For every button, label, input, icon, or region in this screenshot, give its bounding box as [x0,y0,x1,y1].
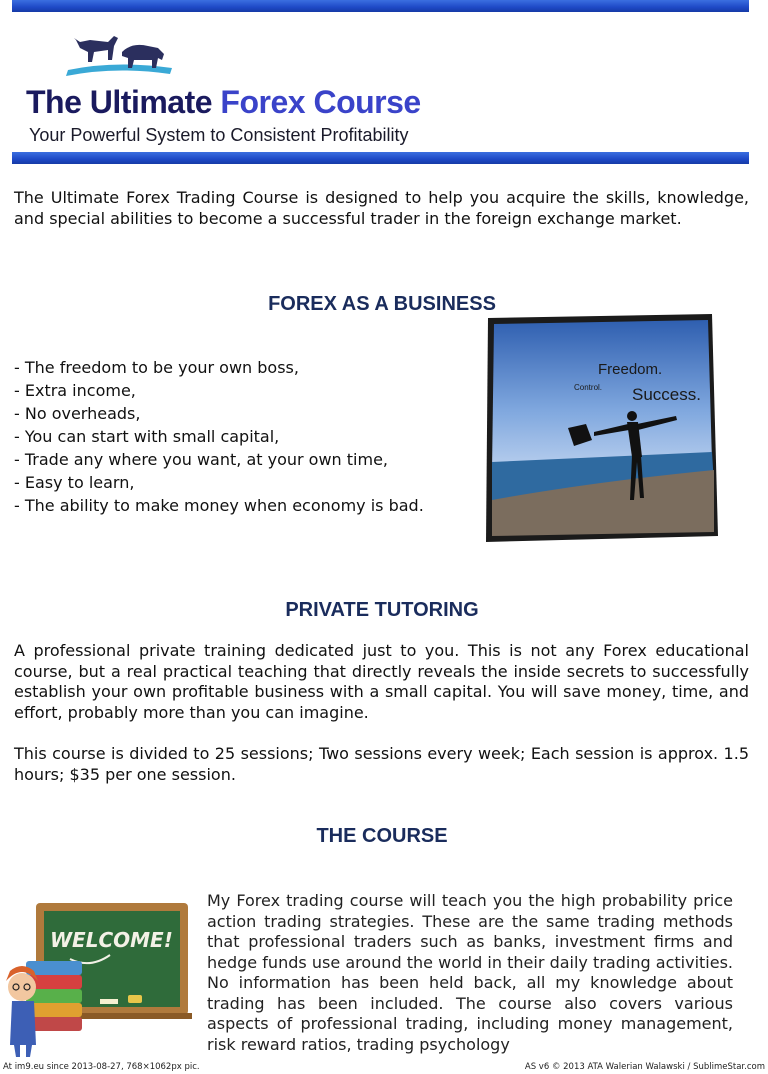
list-item: - Extra income, [14,381,136,400]
list-item: - The ability to make money when economy is bad. [14,496,424,515]
title-part-1: The Ultimate [26,84,213,120]
header-rule [12,152,749,164]
photo-word-success: Success. [632,385,701,404]
image-host-footer [0,1061,768,1074]
intro-paragraph: The Ultimate Forex Trading Course is designed to help you acquire the skills, knowledge, and special abilities to become a successful trader in the foreign exchange market. [14,188,749,228]
tutoring-paragraph-2: This course is divided to 25 sessions; Two sessions every week; Each session is approx. 1.5 hours; $35 per one session. [14,744,749,784]
benefits-list [14,356,424,517]
list-item: - No overheads, [14,404,141,423]
course-title [26,84,421,121]
title-part-2: Forex Course [220,84,421,120]
footer-left-text: At im9.eu since 2013-08-27, 768×1062px pic. [3,1062,200,1072]
list-item: - Trade any where you want, at your own time, [14,450,388,469]
list-item: - You can start with small capital, [14,427,280,446]
list-item: - The freedom to be your own boss, [14,358,299,377]
bull-bear-logo-icon [60,30,175,80]
photo-word-control: Control. [574,383,603,392]
heading-the-course: THE COURSE [316,825,448,847]
freedom-success-photo [482,312,722,544]
top-rule [12,0,749,12]
course-paragraph: My Forex trading course will teach you the high probability price action trading strategies. These are the same trading methods that professional traders such as banks, investment firms and hedge funds use around the world in their daily trading activities. No information has been held back, all my knowledge about trading has been included. The course also covers various aspects of professional trading, including money management, risk reward ratios, trading psychology [207,891,733,1054]
course-subtitle: Your Powerful System to Consistent Profitability [29,125,409,145]
footer-right-text: AS v6 © 2013 ATA Walerian Walawski / SublimeStar.com [524,1062,765,1072]
heading-private-tutoring: PRIVATE TUTORING [285,599,479,621]
heading-forex-business: FOREX AS A BUSINESS [268,293,496,315]
tutoring-paragraph-1: A professional private training dedicated just to you. This is not any Forex educational course, but a real practical teaching that directly reveals the inside secrets to successfully establish your own profitable business with a small capital. You will save money, time, and effort, probably more than you can imagine. [14,641,749,722]
welcome-chalkboard-illustration [0,895,200,1060]
chalkboard-text: WELCOME! [50,928,173,952]
photo-word-freedom: Freedom. [598,361,663,378]
list-item: - Easy to learn, [14,473,135,492]
